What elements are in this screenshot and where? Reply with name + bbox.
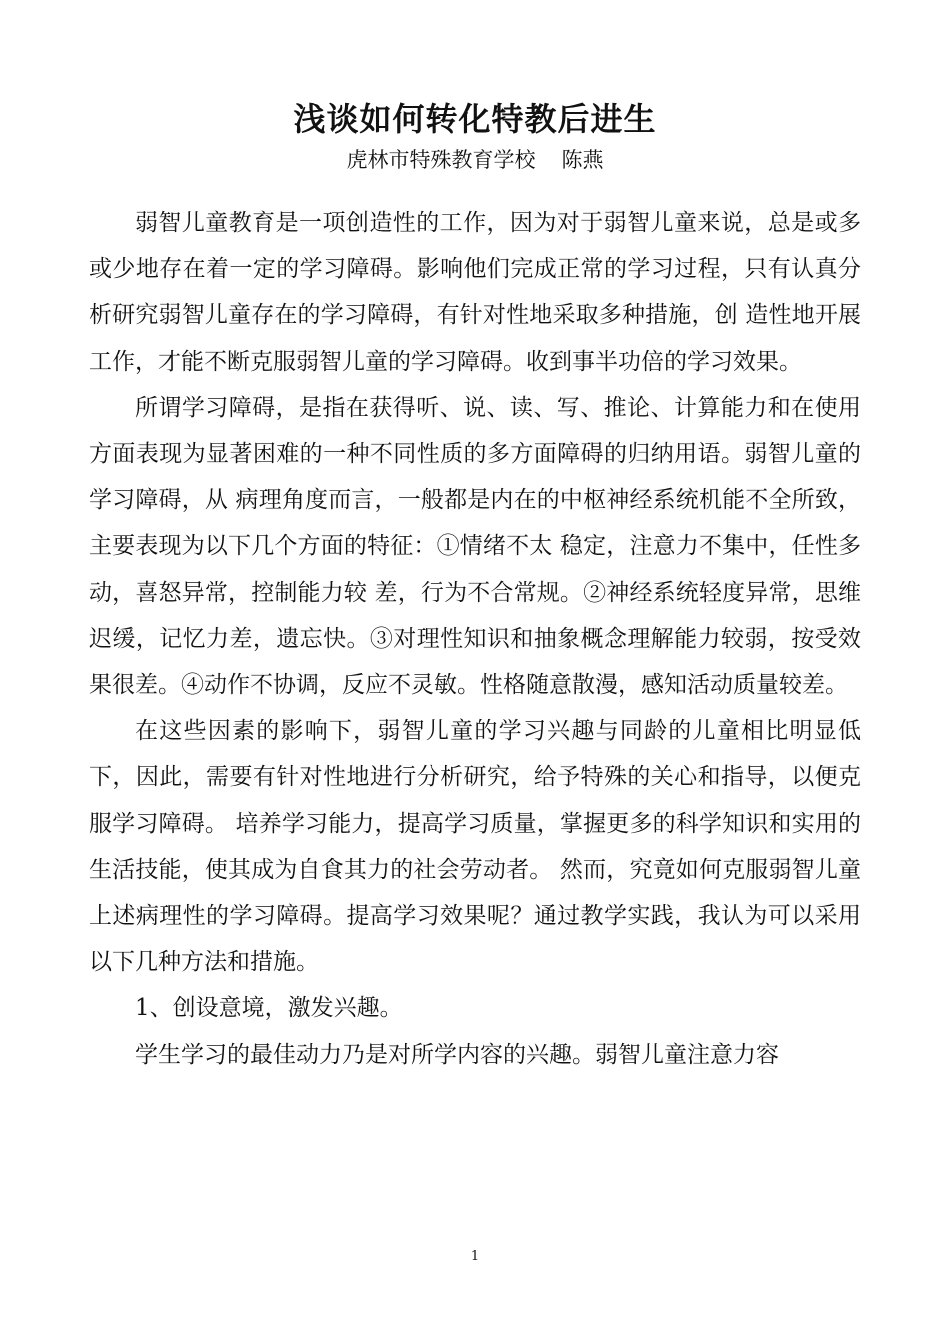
paragraph: 弱智儿童教育是一项创造性的工作，因为对于弱智儿童来说，总是或多或少地存在着一定的学习障碍。影响他们完成正常的学习过程，只有认真分析研究弱智儿童存在的学习障碍，有针对性地采取多种措施，创 造性地开展工作，才能不断克服弱智儿童的学习障碍。收到事半功倍的学习效果。 xyxy=(89,210,861,375)
page-number: 1 xyxy=(470,1249,480,1264)
document-body xyxy=(89,200,861,1078)
author-school: 虎林市特殊教育学校 xyxy=(346,148,536,172)
section-heading: 1、创设意境，激发兴趣。 xyxy=(135,995,403,1022)
document-title: 浅谈如何转化特教后进生 xyxy=(293,100,657,138)
paragraph: 所谓学习障碍，是指在获得听、说、读、写、推论、计算能力和在使用方面表现为显著困难的一种不同性质的多方面障碍的归纳用语。弱智儿童的学习障碍，从 病理角度而言，一般都是内在的中枢神经系统机能不全所致，主要表现为以下几个方面的特征：①情绪不太 稳定，注意力不集中，任性多动，喜怒异常，控制能力较 差，行为不合常规。②神经系统轻度异常，思维迟缓，记忆力差，遗忘快。③对理性知识和抽象概念理解能力较弱，按受效果很差。④动作不协调，反应不灵敏。性格随意散漫，感知活动质量较差。 xyxy=(89,394,861,699)
author-name: 陈燕 xyxy=(561,148,604,172)
paragraph: 在这些因素的影响下，弱智儿童的学习兴趣与同龄的儿童相比明显低下，因此，需要有针对性地进行分析研究，给予特殊的关心和指导，以便克服学习障碍。 培养学习能力，提高学习质量，掌握更多的科学知识和实用的生活技能，使其成为自食其力的社会劳动者。 然而，究竟如何克服弱智儿童上述病理性的学习障碍。提高学习效果呢？通过教学实践，我认为可以采用以下几种方法和措施。 xyxy=(89,718,861,976)
author-line xyxy=(0,145,950,175)
paragraph: 学生学习的最佳动力乃是对所学内容的兴趣。弱智儿童注意力容 xyxy=(135,1041,779,1068)
